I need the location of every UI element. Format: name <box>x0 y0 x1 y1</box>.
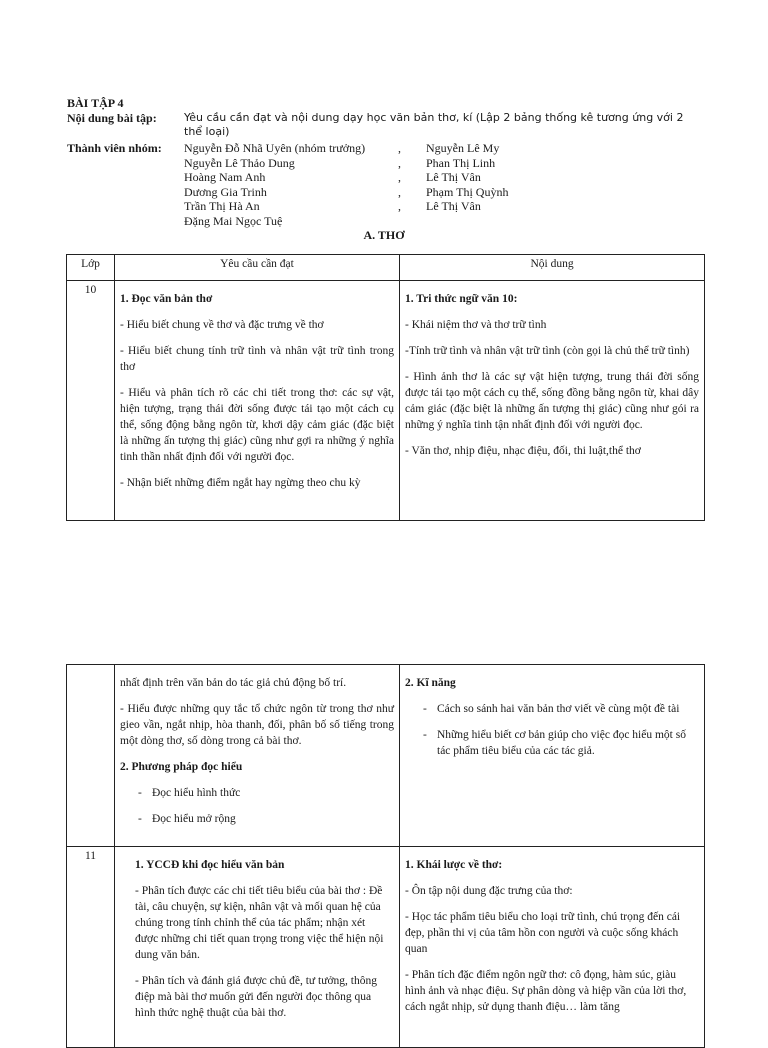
requirement-item: - Hiểu biết chung về thơ và đặc trưng về thơ <box>120 319 324 331</box>
content-item: - Văn thơ, nhịp điệu, nhạc điệu, đối, thi luật,thể thơ <box>405 445 641 457</box>
separator-comma: , <box>398 184 401 199</box>
table-header-row <box>67 255 705 281</box>
requirements-cell <box>115 665 399 837</box>
member-name: Lê Thị Vân <box>426 170 481 184</box>
member-name: Trần Thị Hà An <box>184 199 260 213</box>
member-name: Hoàng Nam Anh <box>184 170 266 184</box>
member-name: Phan Thị Linh <box>426 155 496 170</box>
column-header-grade: Lớp <box>81 258 100 270</box>
content-text-line1: Yêu cầu cần đạt và nội dung dạy học văn bản thơ, kí (Lập 2 bảng thống kê tương ứng với 2 <box>184 111 684 124</box>
member-name: Nguyễn Lê My <box>426 141 500 155</box>
content-text-line2: thể loại) <box>184 125 230 138</box>
requirement-item: - Phân tích được các chi tiết tiêu biểu của bài thơ : Đề tài, câu chuyện, sự kiện, nhân vật và mối quan hệ của chúng trong tính chỉnh thể của tác phẩm; nhận xét được những chi tiết quan trọng trong việc thể hiện nội dung văn bản. <box>135 885 384 961</box>
column-header-requirements: Yêu cầu cần đạt <box>220 258 294 270</box>
member-name: Đặng Mai Ngọc Tuệ <box>184 213 283 228</box>
exercise-title: BÀI TẬP 4 <box>67 96 124 110</box>
member-name: Dương Gia Trinh <box>184 184 267 199</box>
content-item: - Khái niệm thơ và thơ trữ tình <box>405 319 547 331</box>
content-item: - Hình ảnh thơ là các sự vật hiện tượng, trung thái đời sống được tái tạo một cách cụ thể, sống đồng bằng ngôn từ, khai dây cảm giác (đặc biệt là những ấn tượng thị giác) cũng như gói ra những ý nghĩa tinh tận nhất định đối với người đọc. <box>405 371 699 431</box>
bullet-item: - Cách so sánh hai văn bản thơ viết về cùng một đề tài <box>405 701 699 717</box>
requirement-item: - Hiểu và phân tích rõ các chi tiết trong thơ: các sự vật, hiện tượng, trạng thái đời sống được tái tạo một cách cụ thể, sống động bằng ngôn từ, khơi dậy cảm giác (đặc biệt là những ấn tượng thị giác) cũng như gợi ra những ý nghĩa tinh thần nhất định đối với người đọc. <box>120 387 394 463</box>
separator-comma: , <box>398 199 401 213</box>
table-row <box>67 281 705 521</box>
requirement-item: - Phân tích và đánh giá được chủ đề, tư tưởng, thông điệp mà bài thơ muốn gửi đến người đọc thông qua hình thức nghệ thuật của bài thơ. <box>135 975 377 1019</box>
members-label: Thành viên nhóm: <box>67 141 162 155</box>
separator-comma: , <box>398 141 401 155</box>
content-cell <box>400 847 704 1022</box>
separator-comma: , <box>398 170 401 184</box>
requirement-item: - Hiểu được những quy tắc tổ chức ngôn từ trong thơ như gieo vần, ngắt nhịp, hòa thanh, đối, phân bố số tiếng trong một dòng thơ, số dòng trong cả bài thơ. <box>120 703 394 747</box>
member-name: Lê Thị Vân <box>426 199 481 213</box>
member-name: Nguyễn Đỗ Nhã Uyên (nhóm trưởng) <box>184 141 366 155</box>
content-heading: 1. Khái lược về thơ: <box>405 859 503 871</box>
content-cell <box>400 665 704 769</box>
column-header-content: Nội dung <box>530 258 574 270</box>
content-cell <box>400 281 704 516</box>
content-item: -Tính trữ tình và nhân vật trữ tình (còn gọi là chủ thể trữ tình) <box>405 345 690 357</box>
content-item: - Ôn tập nội dung đặc trưng của thơ: <box>405 885 573 897</box>
content-heading: 1. Tri thức ngữ văn 10: <box>405 293 518 305</box>
requirements-cell <box>115 847 399 1022</box>
bullet-item: - Những hiểu biết cơ bản giúp cho việc đọc hiểu một số tác phẩm tiêu biểu của các tác giả. <box>405 727 699 759</box>
member-name: Nguyễn Lê Thảo Dung <box>184 155 295 170</box>
requirements-cell <box>115 281 399 516</box>
table-row <box>67 665 705 847</box>
requirement-item: - Nhận biết những điểm ngắt hay ngừng theo chu kỳ <box>120 477 361 489</box>
section-title: A. THƠ <box>363 228 405 242</box>
poetry-table-part1 <box>66 254 705 521</box>
requirement-item: nhất định trên văn bản do tác giả chủ động bố trí. <box>120 677 347 689</box>
requirements-heading: 1. Đọc văn bản thơ <box>120 293 213 305</box>
requirements-heading: 1. YCCĐ khi đọc hiểu văn bản <box>135 859 285 871</box>
requirements-heading: 2. Phương pháp đọc hiểu <box>120 761 243 773</box>
content-heading: 2. Kĩ năng <box>405 677 456 689</box>
table-row <box>67 847 705 1048</box>
grade-cell: 11 <box>84 850 97 862</box>
content-item: - Học tác phẩm tiêu biểu cho loại trữ tình, chú trọng đến cái đẹp, phần thi vị của tâm hồn con người và cuộc sống khách quan <box>405 911 681 955</box>
requirement-item: - Hiểu biết chung tính trữ tình và nhân vật trữ tình trong thơ <box>120 345 394 373</box>
grade-cell: 10 <box>84 284 97 296</box>
member-name: Phạm Thị Quỳnh <box>426 184 509 199</box>
bullet-item: - Đọc hiểu mở rộng <box>120 811 394 827</box>
separator-comma: , <box>398 155 401 170</box>
content-label: Nội dung bài tập: <box>67 111 157 125</box>
bullet-item: - Đọc hiểu hình thức <box>120 785 394 801</box>
content-item: - Phân tích đặc điểm ngôn ngữ thơ: cô đọng, hàm súc, giàu hình ảnh và nhạc điệu. Sự phân dòng và hiệp vần của lời thơ, cách ngắt nhịp, sử dụng thanh điệu… làm tăng <box>405 969 687 1013</box>
poetry-table-part2 <box>66 664 705 1048</box>
